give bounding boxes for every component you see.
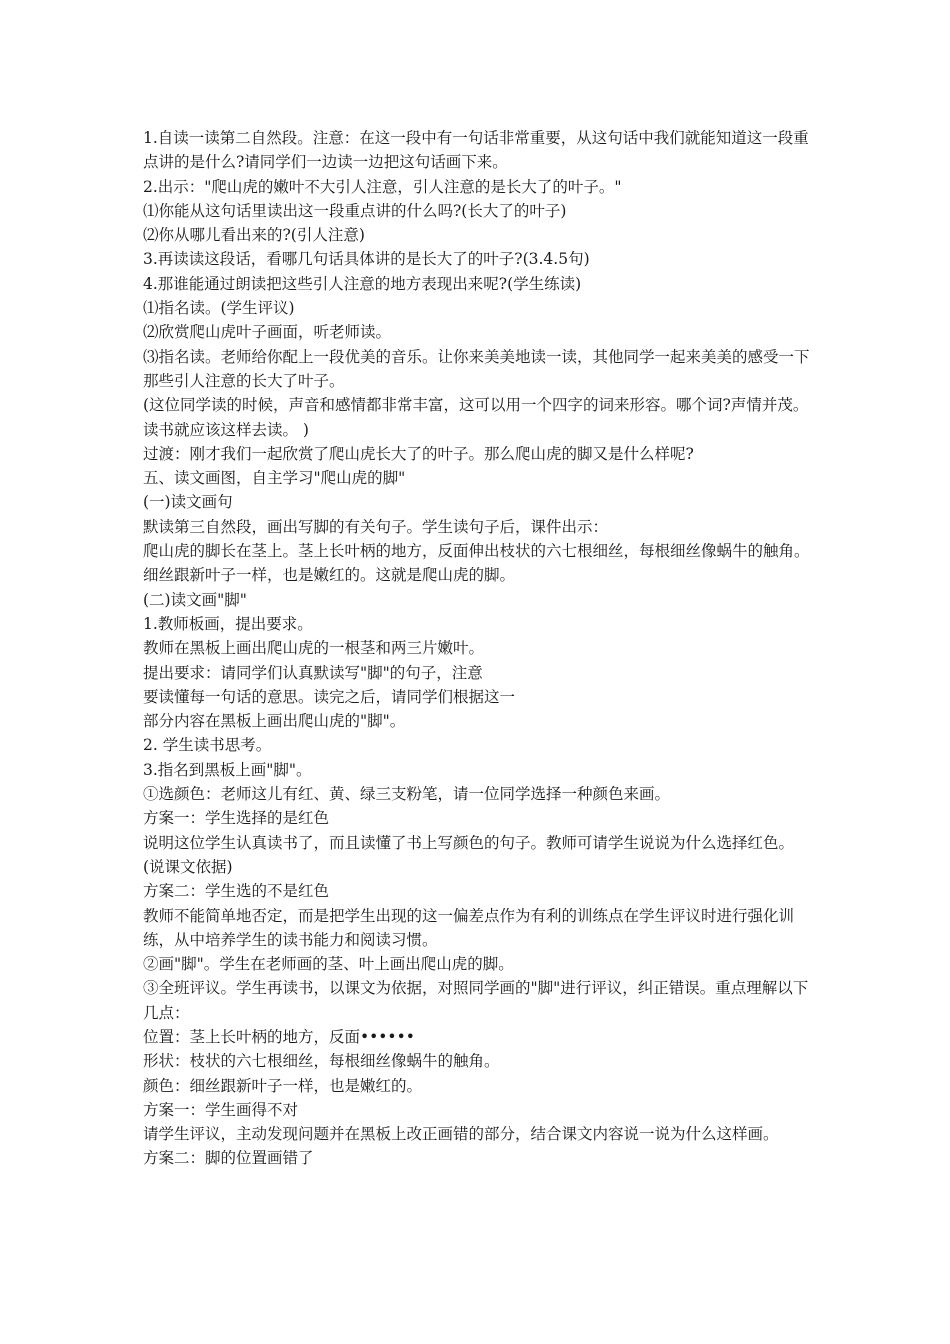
paragraph: 方案一：学生选择的是红色 [143, 809, 330, 828]
paragraph: ⑵欣赏爬山虎叶子画面，听老师读。 [143, 323, 392, 342]
paragraph: ⑴你能从这句话里读出这一段重点讲的什么吗?(长大了的叶子) [143, 201, 567, 220]
paragraph: 方案二：脚的位置画错了 [143, 1149, 314, 1168]
document-body [143, 126, 815, 1171]
paragraph: ⑵你从哪儿看出来的?(引人注意) [143, 226, 365, 245]
paragraph: 1.教师板画，提出要求。 [143, 614, 313, 633]
paragraph: ②画"脚"。学生在老师画的茎、叶上画出爬山虎的脚。 [143, 955, 514, 974]
paragraph: 要读懂每一句话的意思。读完之后，请同学们根据这一 [143, 687, 516, 706]
paragraph: 颜色：细丝跟新叶子一样，也是嫩红的。 [143, 1076, 423, 1095]
paragraph: 2. 学生读书思考。 [143, 736, 272, 755]
paragraph: ⑶指名读。老师给你配上一段优美的音乐。让你来美美地读一读，其他同学一起来美美的感受一下那些引人注意的长大了叶子。 [143, 347, 810, 390]
paragraph: 提出要求：请同学们认真默读写"脚"的句子，注意 [143, 663, 483, 682]
paragraph: 3.再读读这段话，看哪几句话具体讲的是长大了的叶子?(3.4.5句) [143, 250, 590, 269]
paragraph: 方案二：学生选的不是红色 [143, 882, 330, 901]
paragraph: 1.自读一读第二自然段。注意：在这一段中有一句话非常重要，从这句话中我们就能知道这一段重点讲的是什么?请同学们一边读一边把这句话画下来。 [143, 129, 809, 172]
paragraph: 教师不能简单地否定，而是把学生出现的这一偏差点作为有利的训练点在学生评议时进行强化训练，从中培养学生的读书能力和阅读习惯。 [143, 906, 795, 949]
paragraph: 教师在黑板上画出爬山虎的一根茎和两三片嫩叶。 [143, 639, 485, 658]
paragraph: ③全班评议。学生再读书，以课文为依据，对照同学画的"脚"进行评议，纠正错误。重点理解以下几点： [143, 979, 809, 1022]
paragraph: ①选颜色：老师这儿有红、黄、绿三支粉笔，请一位同学选择一种颜色来画。 [143, 785, 671, 804]
section-heading: 五、读文画图，自主学习"爬山虎的脚" [143, 469, 406, 488]
paragraph: 说明这位学生认真读书了，而且读懂了书上写颜色的句子。教师可请学生说说为什么选择红色。(说课文依据) [143, 833, 795, 876]
subsection-heading: (一)读文画句 [143, 493, 233, 512]
paragraph: 请学生评议，主动发现问题并在黑板上改正画错的部分，结合课文内容说一说为什么这样画。 [143, 1125, 779, 1144]
paragraph: 3.指名到黑板上画"脚"。 [143, 760, 312, 779]
paragraph: (这位同学读的时候，声音和感情都非常丰富，这可以用一个四字的词来形容。哪个词?声情并茂。读书就应该这样去读。 ) [143, 396, 809, 439]
subsection-heading: (二)读文画"脚" [143, 590, 247, 609]
paragraph: 位置：茎上长叶柄的地方，反面•••••• [143, 1027, 415, 1046]
paragraph: 爬山虎的脚长在茎上。茎上长叶柄的地方，反面伸出枝状的六七根细丝，每根细丝像蜗牛的触角。细丝跟新叶子一样，也是嫩红的。这就是爬山虎的脚。 [143, 542, 810, 585]
paragraph: 过渡：刚才我们一起欣赏了爬山虎长大了的叶子。那么爬山虎的脚又是什么样呢? [143, 444, 694, 463]
paragraph: 2.出示："爬山虎的嫩叶不大引人注意，引人注意的是长大了的叶子。" [143, 177, 622, 196]
paragraph: ⑴指名读。(学生评议) [143, 299, 295, 318]
paragraph: 形状：枝状的六七根细丝，每根细丝像蜗牛的触角。 [143, 1052, 500, 1071]
paragraph: 方案一：学生画得不对 [143, 1100, 299, 1119]
paragraph: 默读第三自然段，画出写脚的有关句子。学生读句子后，课件出示： [143, 517, 609, 536]
paragraph: 4.那谁能通过朗读把这些引人注意的地方表现出来呢?(学生练读) [143, 274, 582, 293]
paragraph: 部分内容在黑板上画出爬山虎的"脚"。 [143, 712, 406, 731]
